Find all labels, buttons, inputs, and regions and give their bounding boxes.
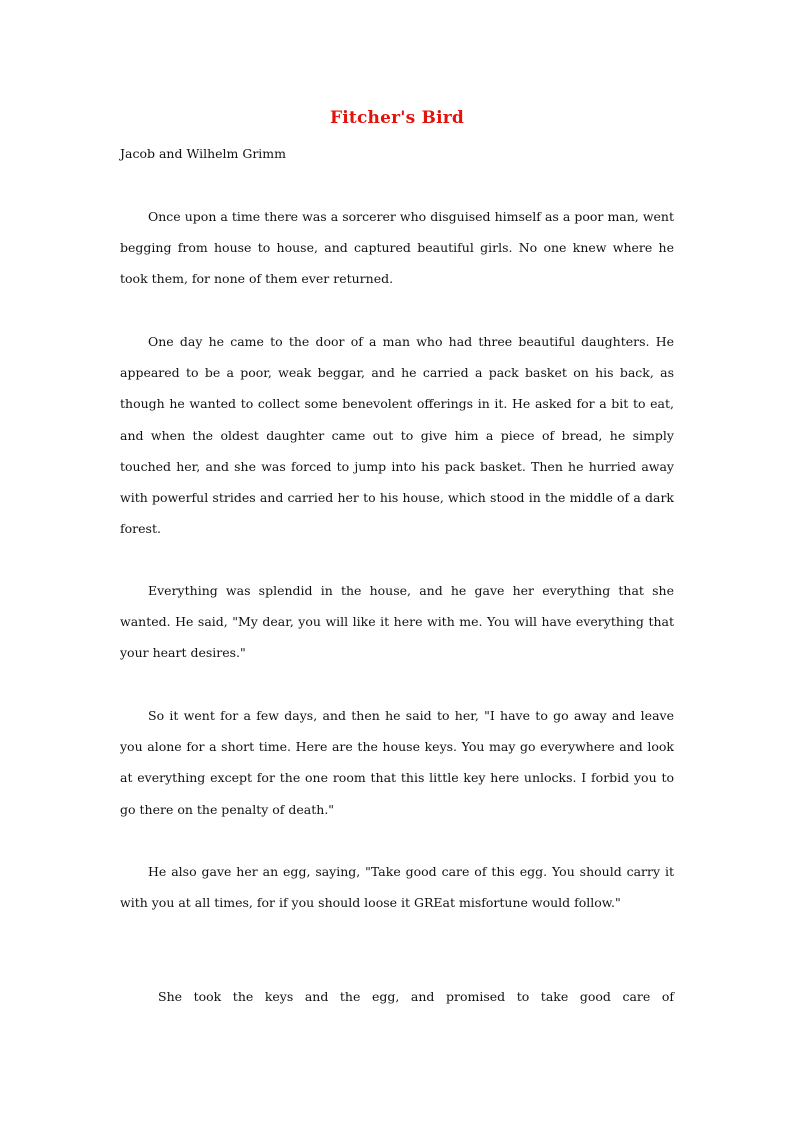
document-author: Jacob and Wilhelm Grimm	[120, 146, 287, 161]
paragraph: She took the keys and the egg, and promised to take good care of	[158, 989, 674, 1004]
document-title: Fitcher's Bird	[329, 108, 465, 128]
paragraph: Once upon a time there was a sorcerer who disguised himself as a poor man, went begging from house to house, and captured beautiful girls. No one knew where he took them, for none of them ever returned.	[120, 209, 674, 287]
paragraph: One day he came to the door of a man who had three beautiful daughters. He appeared to be a poor, weak beggar, and he carried a pack basket on his back, as though he wanted to collect some benevolent offerings in it. He asked for a bit to eat, and when the oldest daughter came out to give him a piece of bread, he simply touched her, and she was forced to jump into his pack basket. Then he hurried away with powerful strides and carried her to his house, which stood in the middle of a dark forest.	[120, 334, 674, 537]
paragraph: So it went for a few days, and then he said to her, "I have to go away and leave you alone for a short time. Here are the house keys. You may go everywhere and look at everything except for the one room that this little key here unlocks. I forbid you to go there on the penalty of death."	[120, 708, 674, 817]
paragraph: He also gave her an egg, saying, "Take good care of this egg. You should carry it with you at all times, for if you should loose it GREat misfortune would follow."	[120, 864, 674, 911]
paragraph: Everything was splendid in the house, and he gave her everything that she wanted. He said, "My dear, you will like it here with me. You will have everything that your heart desires."	[120, 583, 674, 661]
